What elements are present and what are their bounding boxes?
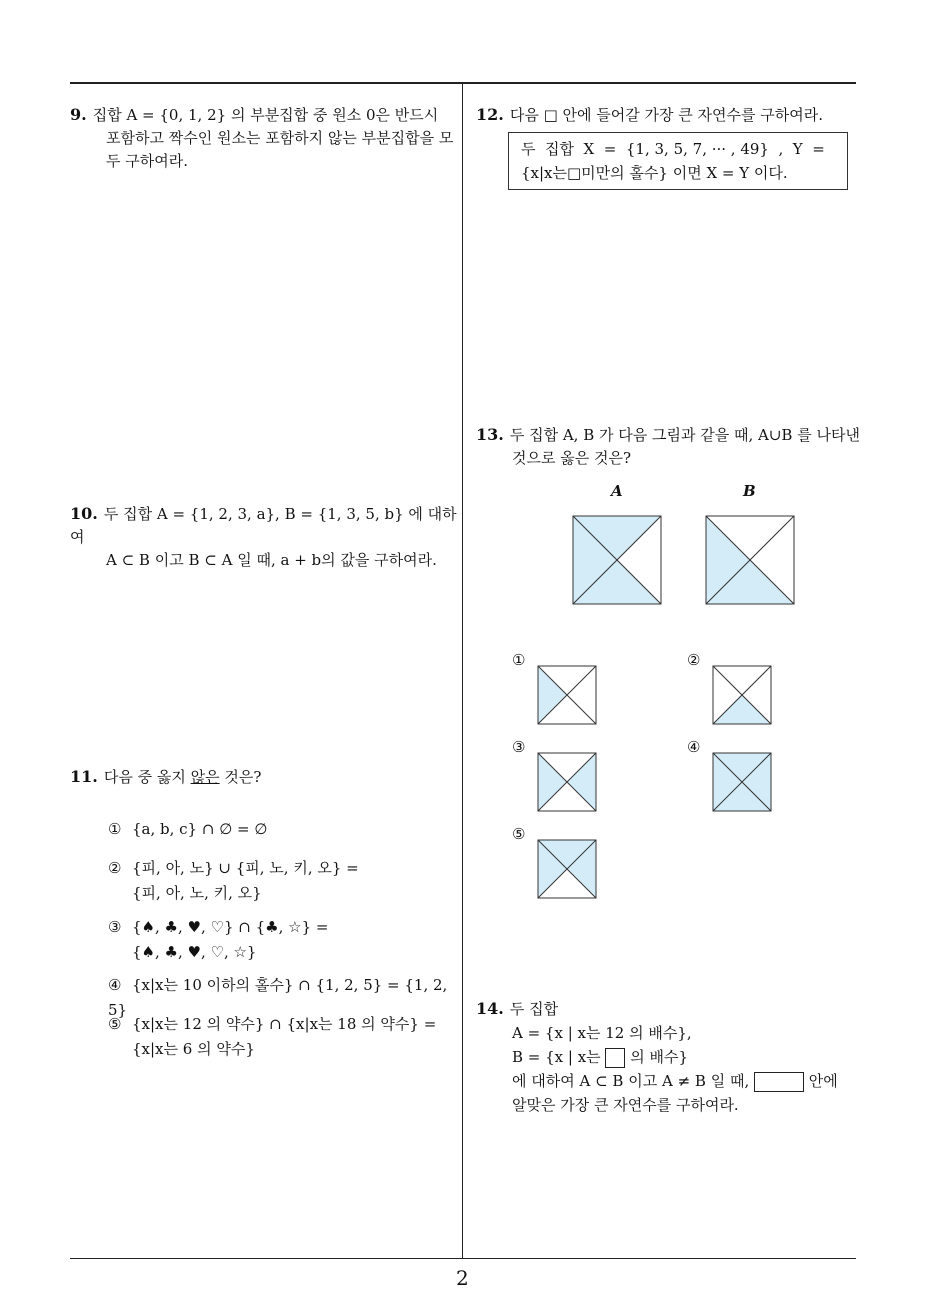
question-text: 포함하고 짝수인 원소는 포함하지 않는 부분집합을 모 bbox=[106, 129, 454, 147]
answer-blank-small bbox=[605, 1048, 625, 1068]
underlined-word: 않은 bbox=[190, 768, 220, 786]
column-divider bbox=[462, 84, 463, 1258]
question-12 bbox=[476, 103, 866, 127]
question-text: 의 배수} bbox=[625, 1048, 689, 1066]
question-text-with-blank bbox=[476, 1045, 866, 1069]
definition-box bbox=[508, 132, 848, 190]
choice-number: ① bbox=[108, 820, 122, 838]
choice-text: {피, 아, 노} ∪ {피, 노, 키, 오} = bbox=[132, 859, 359, 877]
option-label-3: ③ bbox=[512, 738, 526, 756]
set-b-diagram bbox=[706, 516, 794, 604]
choice-2[interactable] bbox=[108, 856, 458, 906]
question-text: 것은? bbox=[219, 768, 262, 786]
figure-label-b: B bbox=[743, 482, 756, 500]
figure-label-a: A bbox=[611, 482, 623, 500]
question-text: B = {x | x는 bbox=[512, 1048, 606, 1066]
shaded-region-left bbox=[538, 753, 567, 811]
question-text: 것으로 옳은 것은? bbox=[512, 449, 632, 467]
question-text: 두 집합 A, B 가 다음 그림과 같을 때, A∪B 를 나타낸 bbox=[509, 426, 860, 444]
box-text: {x|x는□미만의 홀수} 이면 X = Y 이다. bbox=[521, 164, 788, 182]
choice-text: {a, b, c} ∩ ∅ = ∅ bbox=[132, 820, 268, 838]
choice-text: {피, 아, 노, 키, 오} bbox=[132, 884, 262, 902]
question-14 bbox=[476, 997, 866, 1117]
question-text-with-blank bbox=[476, 1069, 866, 1093]
option-label-2: ② bbox=[687, 651, 701, 669]
option-2-diagram[interactable] bbox=[713, 666, 771, 724]
question-10 bbox=[70, 502, 458, 572]
top-rule bbox=[70, 82, 856, 84]
option-1-diagram[interactable] bbox=[538, 666, 596, 724]
question-text: A = {x | x는 12 의 배수}, bbox=[512, 1024, 692, 1042]
question-text: 안에 bbox=[804, 1072, 838, 1090]
choice-number: ② bbox=[108, 859, 122, 877]
question-text: 다음 중 옳지 bbox=[103, 768, 191, 786]
choice-text: {♠, ♣, ♥, ♡, ☆} bbox=[132, 943, 257, 961]
choice-3[interactable] bbox=[108, 915, 458, 965]
choice-text: {♠, ♣, ♥, ♡} ∩ {♣, ☆} = bbox=[132, 918, 329, 936]
question-text: A ⊂ B 이고 B ⊂ A 일 때, a + b의 값을 구하여라. bbox=[106, 551, 437, 569]
question-number: 12. bbox=[476, 105, 504, 124]
question-9 bbox=[70, 103, 458, 173]
question-text: 두 구하여라. bbox=[106, 152, 188, 170]
page-number: 2 bbox=[456, 1266, 469, 1290]
answer-blank-wide bbox=[754, 1072, 804, 1092]
set-a-diagram bbox=[573, 516, 661, 604]
box-text: 두 집합 X = {1, 3, 5, 7, ··· , 49} , Y = bbox=[521, 140, 825, 158]
question-text: 집합 A = {0, 1, 2} 의 부분집합 중 원소 0은 반드시 bbox=[92, 106, 439, 124]
option-3-diagram[interactable] bbox=[538, 753, 596, 811]
question-number: 9. bbox=[70, 105, 87, 124]
choice-number: ④ bbox=[108, 976, 122, 994]
choice-text: {x|x는 12 의 약수} ∩ {x|x는 18 의 약수} = bbox=[132, 1015, 437, 1033]
question-11 bbox=[70, 765, 458, 789]
choice-5[interactable] bbox=[108, 1012, 458, 1062]
question-number: 11. bbox=[70, 767, 98, 786]
question-text: 에 대하여 A ⊂ B 이고 A ≠ B 일 때, bbox=[512, 1072, 754, 1090]
choice-text: {x|x는 6 의 약수} bbox=[132, 1040, 255, 1058]
shaded-region-bottom bbox=[713, 695, 771, 724]
choice-number: ⑤ bbox=[108, 1015, 122, 1033]
option-label-5: ⑤ bbox=[512, 825, 526, 843]
question-number: 10. bbox=[70, 504, 98, 523]
bottom-rule bbox=[70, 1258, 856, 1259]
option-5-diagram[interactable] bbox=[538, 840, 596, 898]
choice-1[interactable] bbox=[108, 817, 458, 842]
question-13 bbox=[476, 423, 866, 470]
option-label-4: ④ bbox=[687, 738, 701, 756]
choice-text: {x|x는 10 이하의 홀수} ∩ {1, 2, 5} = {1, 2, 5} bbox=[108, 976, 448, 1019]
option-label-1: ① bbox=[512, 651, 526, 669]
shaded-region-right bbox=[567, 753, 596, 811]
option-4-diagram[interactable] bbox=[713, 753, 771, 811]
choice-number: ③ bbox=[108, 918, 122, 936]
shaded-region-left bbox=[538, 666, 567, 724]
question-text: 다음 □ 안에 들어갈 가장 큰 자연수를 구하여라. bbox=[509, 106, 823, 124]
question-text: 두 집합 A = {1, 2, 3, a}, B = {1, 3, 5, b} 에 대하여 bbox=[70, 505, 457, 546]
question-text: 알맞은 가장 큰 자연수를 구하여라. bbox=[512, 1096, 739, 1114]
question-text: 두 집합 bbox=[509, 1000, 559, 1018]
question-number: 13. bbox=[476, 425, 504, 444]
question-number: 14. bbox=[476, 999, 504, 1018]
